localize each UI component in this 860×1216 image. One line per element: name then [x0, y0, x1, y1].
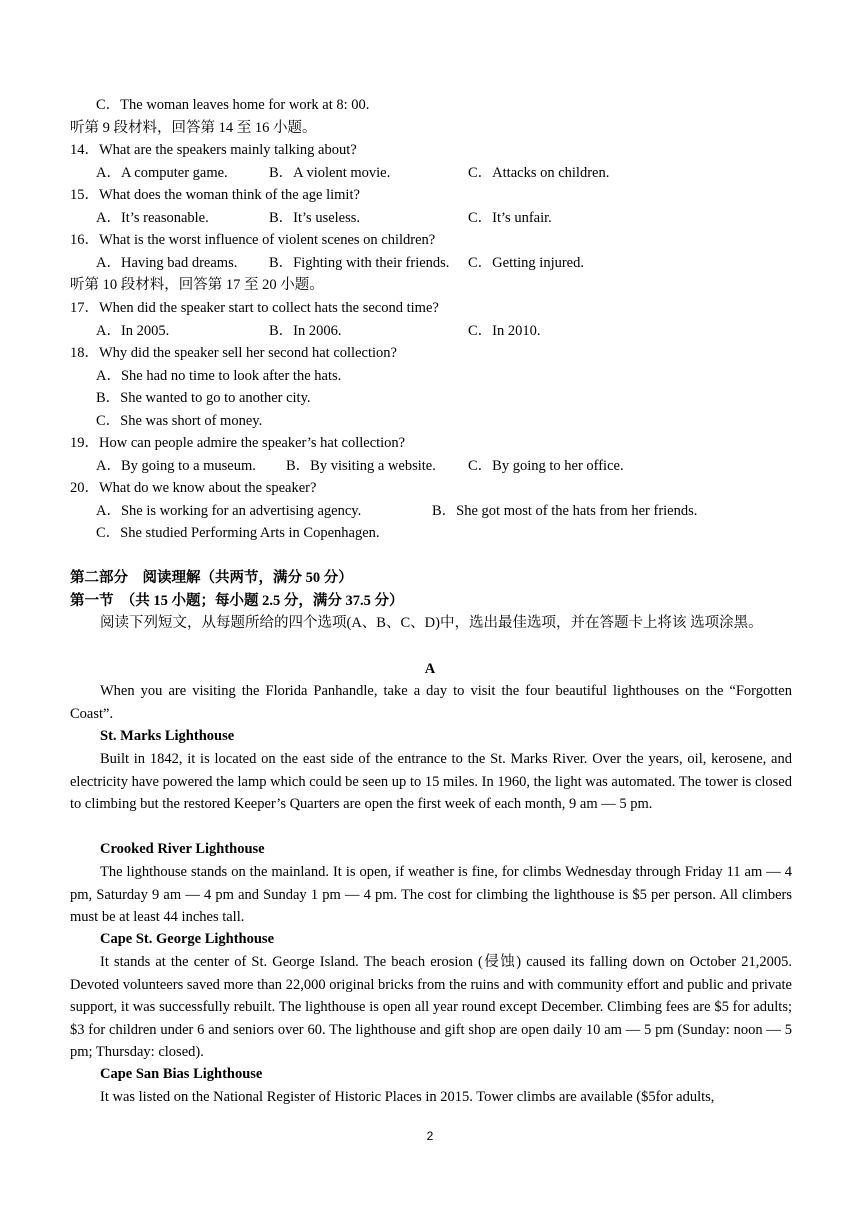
section-9-instruction: 听第 9 段材料，回答第 14 至 16 小题。 [70, 120, 317, 136]
question-14: 14．What are the speakers mainly talking about? [70, 142, 357, 158]
q13-option-c: C．The woman leaves home for work at 8: 00. [96, 97, 370, 113]
q19-option-b: B．By visiting a website. [286, 458, 436, 474]
question-19: 19．How can people admire the speaker’s hat collection? [70, 435, 406, 451]
q19-option-a: A．By going to a museum. [96, 458, 256, 474]
q17-option-b: B．In 2006. [269, 323, 342, 339]
paragraph-st-marks: Built in 1842, it is located on the east side of the entrance to the St. Marks River. Over the years, oil, kerosene, and electricity have powered the lamp which could be seen up to 15 miles. In 1960, the light was automated. The tower is closed to climbing but the restored Keeper’s Quarters are open the first week of each month, 9 am — 5 pm. [70, 751, 792, 813]
q15-option-a: A．It’s reasonable. [96, 210, 209, 226]
paragraph-cape-san-bias: It was listed on the National Register of Historic Places in 2015. Tower climbs are available ($5for adults, [100, 1089, 715, 1105]
q20-option-c: C．She studied Performing Arts in Copenhagen. [96, 525, 380, 541]
q17-option-c: C．In 2010. [468, 323, 541, 339]
q15-option-b: B．It’s useless. [269, 210, 361, 226]
part-2-heading: 第二部分 阅读理解（共两节，满分 50 分） [70, 570, 353, 586]
q14-option-a: A．A computer game. [96, 165, 228, 181]
q18-option-a: A．She had no time to look after the hats. [96, 368, 342, 384]
passage-intro: When you are visiting the Florida Panhandle, take a day to visit the four beautiful lighthouses on the “Forgotten Coast”. [70, 683, 792, 722]
page-number: 2 [426, 1129, 434, 1143]
q16-option-b: B．Fighting with their friends. [269, 255, 450, 271]
paragraph-cape-st-george: It stands at the center of St. George Island. The beach erosion (侵蚀) caused its falling down on October 21,2005. Devoted volunteers saved more than 22,000 original bricks from the ruins and with community effort and public and private support, it was successfully rebuilt. The lighthouse is open all year round except December. Climbing fees are $5 for adults; $3 for children under 6 and seniors over 60. The lighthouse and gift shop are open daily 10 am — 5 pm (Sunday: noon — 5 pm; Thursday: closed). [70, 954, 792, 1061]
q20-option-a: A．She is working for an advertising agency. [96, 503, 362, 519]
q16-option-c: C．Getting injured. [468, 255, 584, 271]
question-18: 18．Why did the speaker sell her second hat collection? [70, 345, 397, 361]
q14-option-b: B．A violent movie. [269, 165, 391, 181]
q15-option-c: C．It’s unfair. [468, 210, 552, 226]
q19-option-c: C．By going to her office. [468, 458, 624, 474]
question-20: 20．What do we know about the speaker? [70, 480, 317, 496]
question-17: 17．When did the speaker start to collect hats the second time? [70, 300, 439, 316]
section-1-heading: 第一节 （共 15 小题；每小题 2.5 分，满分 37.5 分） [70, 593, 404, 609]
heading-cape-st-george: Cape St. George Lighthouse [100, 931, 274, 947]
reading-instructions: 阅读下列短文，从每题所给的四个选项(A、B、C、D)中，选出最佳选项，并在答题卡上将该 选项涂黑。 [100, 615, 763, 631]
heading-st-marks: St. Marks Lighthouse [100, 728, 235, 744]
q17-option-a: A．In 2005. [96, 323, 170, 339]
q16-option-a: A．Having bad dreams. [96, 255, 238, 271]
heading-crooked-river: Crooked River Lighthouse [100, 841, 265, 857]
q18-option-b: B．She wanted to go to another city. [96, 390, 311, 406]
heading-cape-san-bias: Cape San Bias Lighthouse [100, 1066, 263, 1082]
question-16: 16．What is the worst influence of violent scenes on children? [70, 232, 436, 248]
passage-label: A [424, 661, 436, 677]
q18-option-c: C．She was short of money. [96, 413, 263, 429]
section-10-instruction: 听第 10 段材料，回答第 17 至 20 小题。 [70, 277, 324, 293]
q20-option-b: B．She got most of the hats from her friends. [432, 503, 698, 519]
paragraph-crooked-river: The lighthouse stands on the mainland. It is open, if weather is fine, for climbs Wednesday through Friday 11 am — 4 pm, Saturday 9 am — 4 pm and Sunday 1 pm — 4 pm. The cost for climbing the lighthouse is $5 per person. All climbers must be at least 44 inches tall. [70, 864, 792, 926]
question-15: 15．What does the woman think of the age limit? [70, 187, 360, 203]
q14-option-c: C．Attacks on children. [468, 165, 610, 181]
